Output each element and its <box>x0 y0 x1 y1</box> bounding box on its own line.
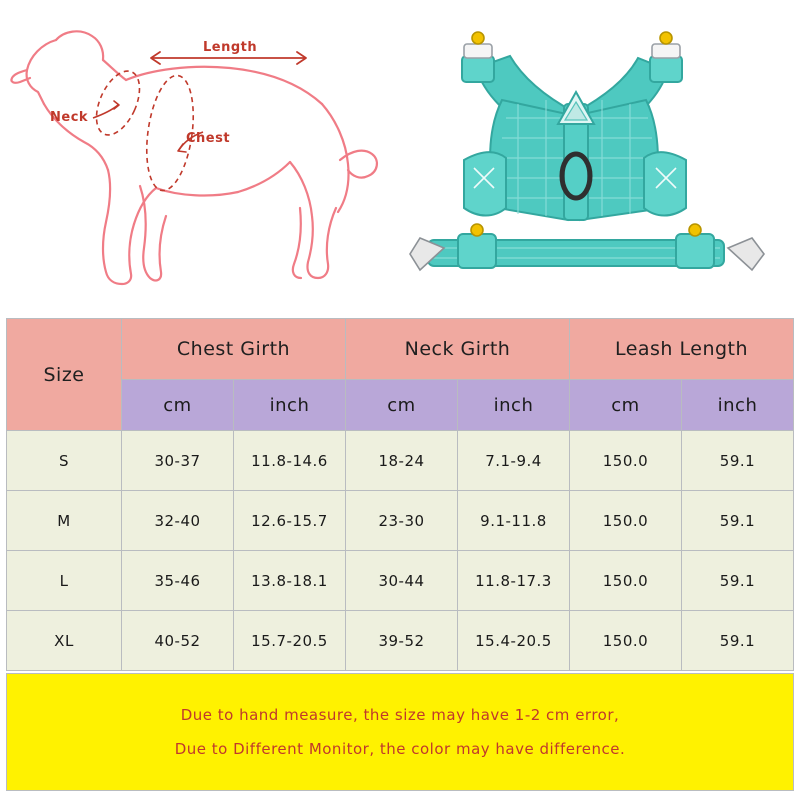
header-chest-cm: cm <box>122 380 234 431</box>
disclaimer-line-2: Due to Different Monitor, the color may have difference. <box>174 740 626 758</box>
dog-measurement-diagram <box>0 0 400 312</box>
table-header-main <box>7 319 794 380</box>
cell-leash-cm: 150.0 <box>570 491 682 551</box>
disclaimer-line-1: Due to hand measure, the size may have 1-2 cm error, <box>180 705 620 724</box>
cell-size: L <box>7 551 122 611</box>
header-leash-inch: inch <box>682 380 794 431</box>
header-chest-inch: inch <box>234 380 346 431</box>
buckle-top-right <box>650 32 682 82</box>
table-row <box>7 611 794 671</box>
table-row <box>7 431 794 491</box>
cell-leash-cm: 150.0 <box>570 551 682 611</box>
cell-chest-inch: 11.8-14.6 <box>234 431 346 491</box>
illustration-area <box>0 0 800 312</box>
label-neck: Neck <box>50 110 89 125</box>
header-neck-girth: Neck Girth <box>346 319 570 380</box>
cell-leash-inch: 59.1 <box>682 431 794 491</box>
header-size: Size <box>7 319 122 431</box>
cell-leash-cm: 150.0 <box>570 431 682 491</box>
label-chest: Chest <box>186 131 231 146</box>
cell-neck-inch: 11.8-17.3 <box>458 551 570 611</box>
cell-neck-inch: 7.1-9.4 <box>458 431 570 491</box>
cell-chest-cm: 40-52 <box>122 611 234 671</box>
header-leash-cm: cm <box>570 380 682 431</box>
cell-chest-inch: 15.7-20.5 <box>234 611 346 671</box>
cell-chest-inch: 12.6-15.7 <box>234 491 346 551</box>
cell-neck-cm: 23-30 <box>346 491 458 551</box>
table-row <box>7 551 794 611</box>
header-leash-length: Leash Length <box>570 319 794 380</box>
disclaimer-note <box>6 673 794 791</box>
cell-chest-cm: 32-40 <box>122 491 234 551</box>
cell-chest-inch: 13.8-18.1 <box>234 551 346 611</box>
cell-leash-cm: 150.0 <box>570 611 682 671</box>
harness-product-image <box>398 8 798 308</box>
cell-neck-cm: 30-44 <box>346 551 458 611</box>
size-chart-table <box>6 318 794 671</box>
header-neck-inch: inch <box>458 380 570 431</box>
cell-neck-inch: 15.4-20.5 <box>458 611 570 671</box>
dog-harness-icon <box>398 8 798 308</box>
cell-leash-inch: 59.1 <box>682 551 794 611</box>
cell-size: XL <box>7 611 122 671</box>
table-header-sub <box>7 380 794 431</box>
cell-chest-cm: 35-46 <box>122 551 234 611</box>
cell-leash-inch: 59.1 <box>682 611 794 671</box>
label-length: Length <box>203 40 258 55</box>
cell-neck-inch: 9.1-11.8 <box>458 491 570 551</box>
dog-outline-icon <box>0 0 400 312</box>
buckle-top-left <box>462 32 494 82</box>
cell-neck-cm: 18-24 <box>346 431 458 491</box>
table-row <box>7 491 794 551</box>
header-chest-girth: Chest Girth <box>122 319 346 380</box>
cell-size: M <box>7 491 122 551</box>
header-neck-cm: cm <box>346 380 458 431</box>
cell-leash-inch: 59.1 <box>682 491 794 551</box>
cell-chest-cm: 30-37 <box>122 431 234 491</box>
cell-size: S <box>7 431 122 491</box>
cell-neck-cm: 39-52 <box>346 611 458 671</box>
